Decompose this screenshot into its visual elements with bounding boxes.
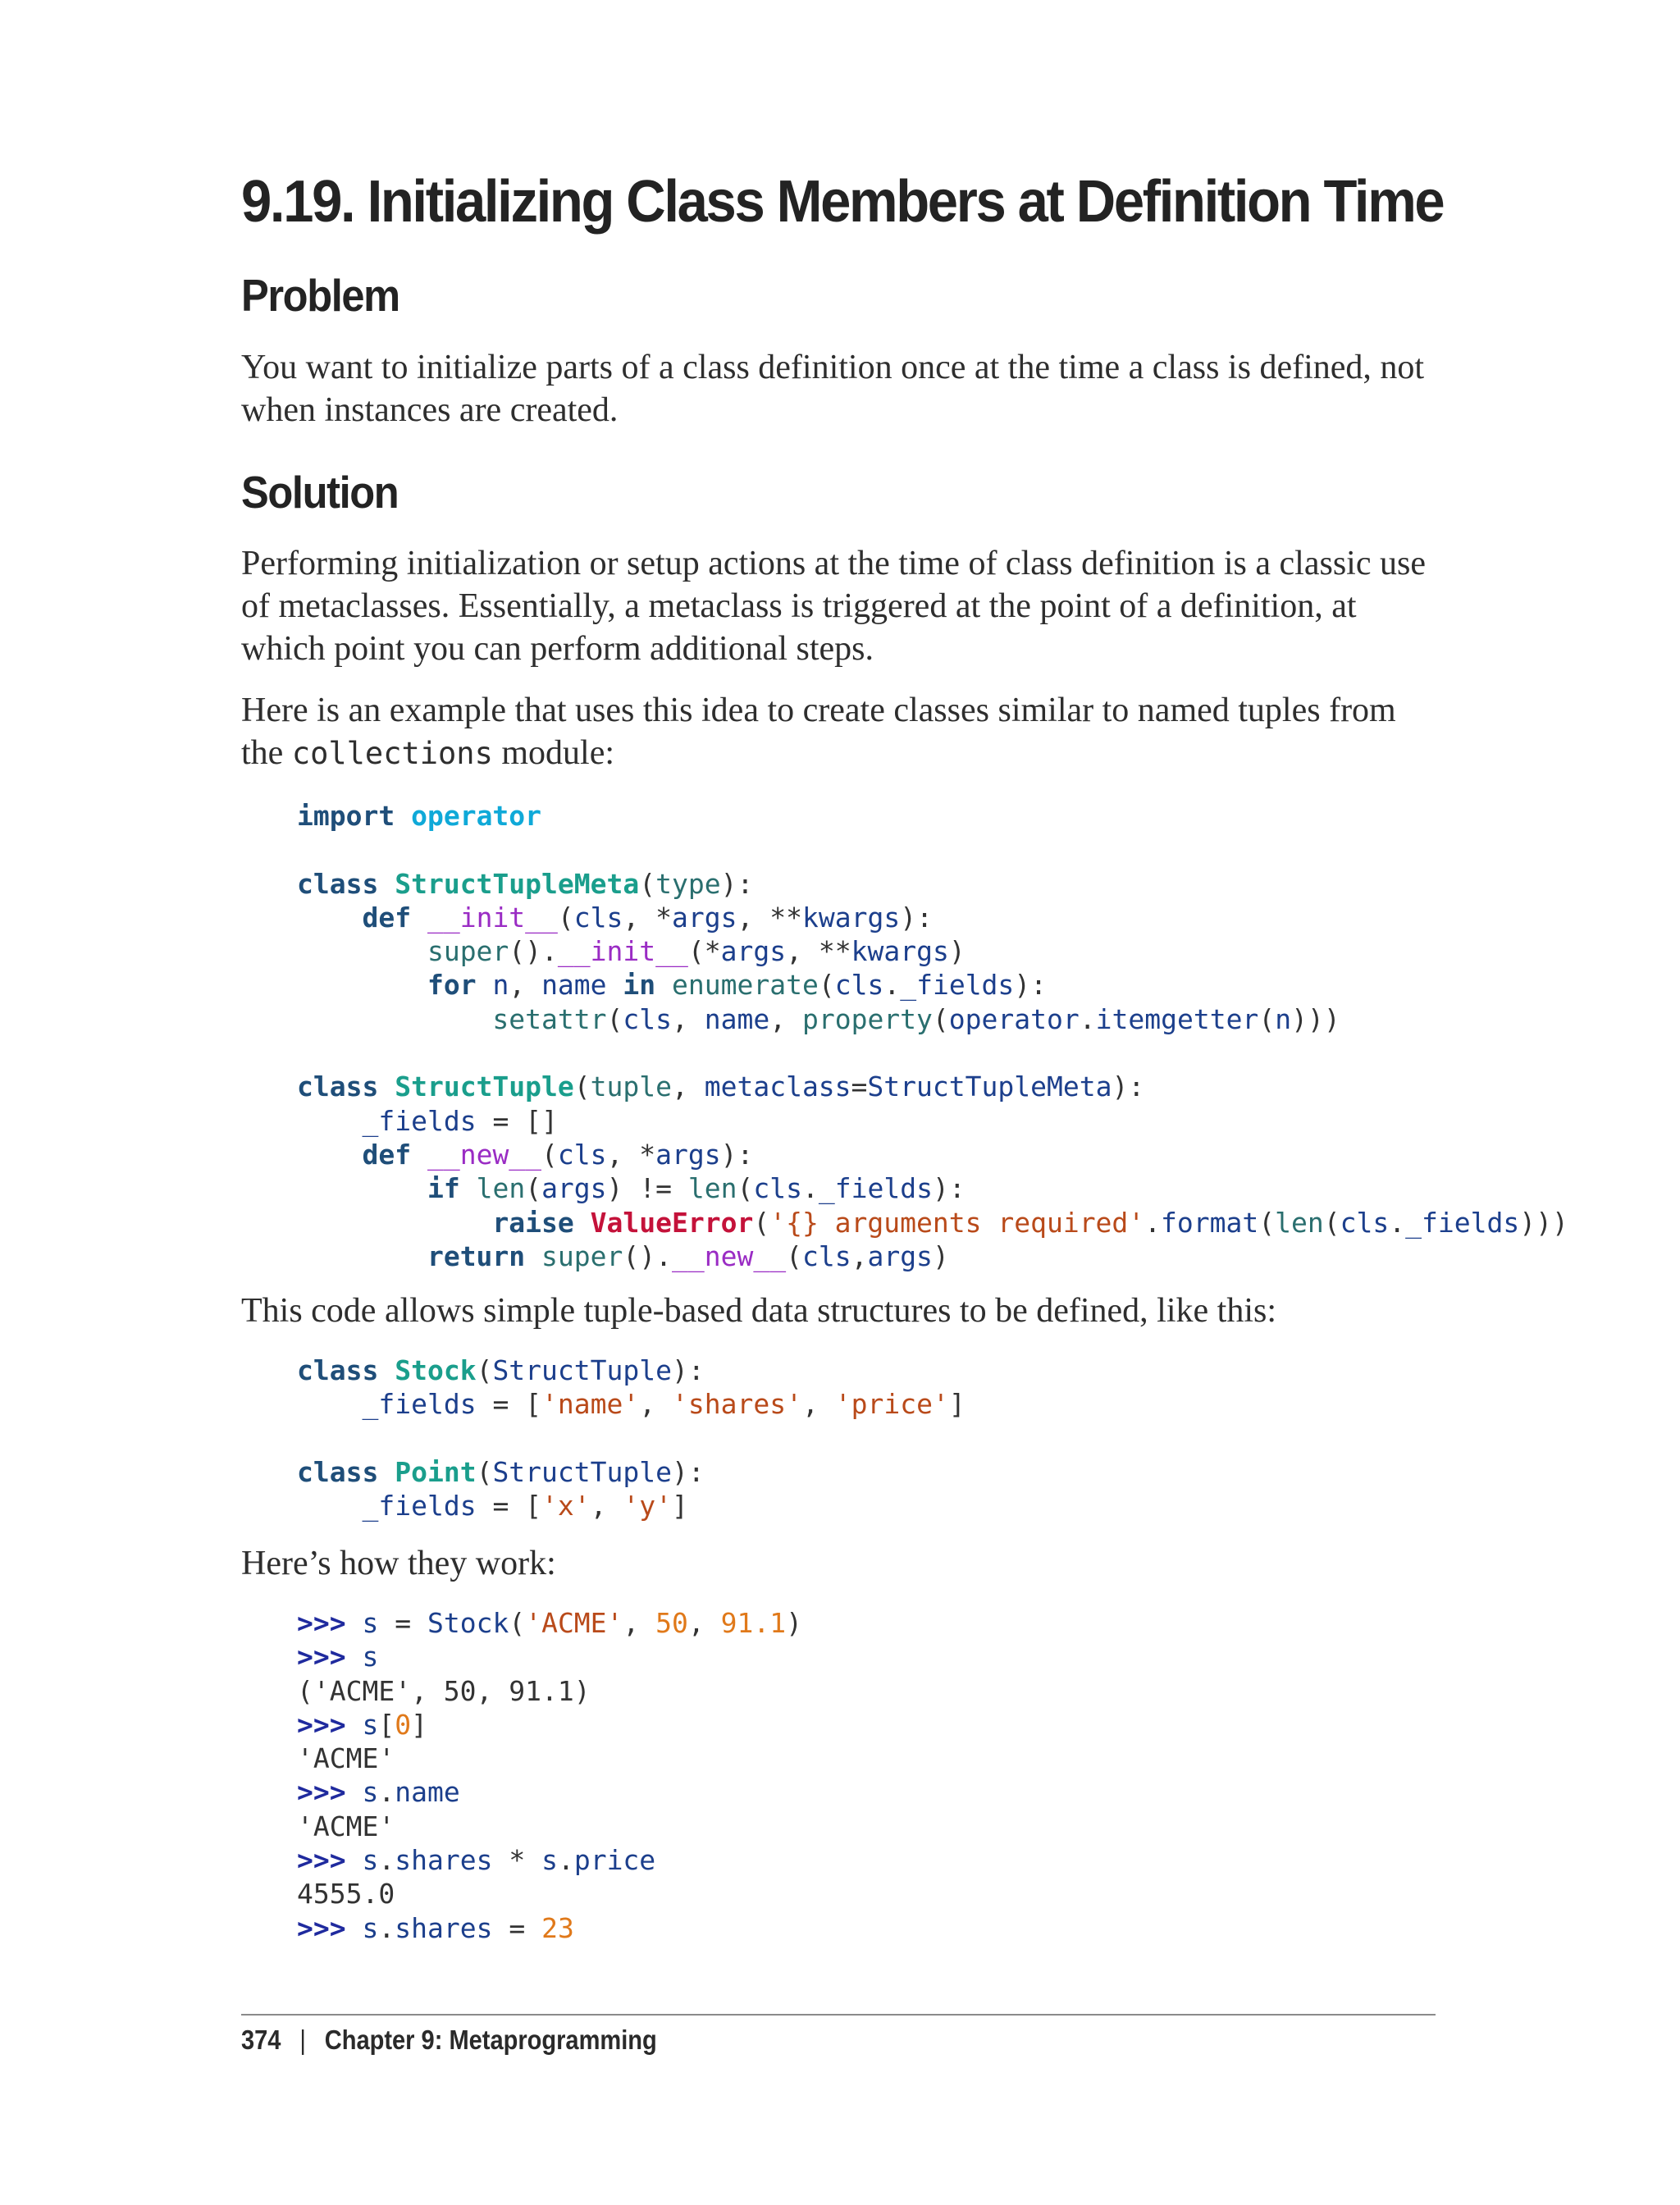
solution-paragraph-1: Performing initialization or setup actions at the time of class definition is a classic use of metaclasses. Essentially, a metaclass is triggered at the point of a definition, at which point you can perform additional steps.	[241, 545, 1426, 668]
code-line: def __init__(cls, *args, **kwargs):	[362, 901, 933, 934]
footer-rule	[241, 2014, 1436, 2016]
code-line: setattr(cls, name, property(operator.itemgetter(n)))	[492, 1002, 1340, 1035]
code-line: >>> s[0]	[297, 1708, 427, 1741]
section-title: 9.19. Initializing Class Members at Definition Time	[241, 169, 1444, 235]
code-line: 'ACME'	[297, 1810, 395, 1842]
code-line: def __new__(cls, *args):	[362, 1138, 754, 1171]
code-line: class Stock(StructTuple):	[297, 1354, 705, 1386]
code-line: class StructTuple(tuple, metaclass=StructTupleMeta):	[297, 1071, 1145, 1103]
paragraph-text: module:	[501, 734, 615, 772]
code-line: ('ACME', 50, 91.1)	[297, 1674, 591, 1707]
code-line: _fields = ['name', 'shares', 'price']	[362, 1388, 966, 1421]
code-line: super().__init__(*args, **kwargs)	[427, 935, 966, 968]
inline-code: collections	[291, 736, 493, 771]
solution-paragraph-3: This code allows simple tuple-based data structures to be defined, like this:	[241, 1292, 1277, 1330]
code-line: _fields = ['x', 'y']	[362, 1490, 688, 1522]
solution-paragraph-2	[241, 689, 1436, 775]
problem-heading: Problem	[241, 270, 399, 321]
code-line: raise ValueError('{} arguments required'.format(len(cls._fields)))	[492, 1206, 1568, 1239]
chapter-title: Chapter 9: Metaprogramming	[324, 2025, 657, 2055]
code-line: return super().__new__(cls,args)	[427, 1239, 949, 1272]
code-line: >>> s	[297, 1641, 379, 1673]
code-line: >>> s.shares = 23	[297, 1911, 574, 1944]
code-line: 4555.0	[297, 1878, 395, 1911]
code-block-struct-defs	[297, 1354, 966, 1522]
code-block-interactive	[297, 1606, 802, 1945]
code-line: class StructTupleMeta(type):	[297, 867, 754, 900]
solution-paragraph-4: Here’s how they work:	[241, 1545, 556, 1582]
code-line: class Point(StructTuple):	[297, 1455, 705, 1488]
page-footer	[241, 2025, 657, 2056]
code-line: _fields = []	[362, 1104, 558, 1137]
problem-text: You want to initialize parts of a class definition once at the time a class is defined, not when instances are created.	[241, 349, 1425, 429]
code-block-metaclass	[297, 799, 1568, 1273]
code-line: >>> s.shares * s.price	[297, 1844, 656, 1877]
code-line: for n, name in enumerate(cls._fields):	[427, 969, 1048, 1002]
code-line: if len(args) != len(cls._fields):	[427, 1172, 966, 1205]
code-line: import operator	[297, 800, 542, 832]
paragraph-text: Here is an example that uses this idea to create classes similar to named tuples from the	[241, 692, 1396, 772]
code-line: 'ACME'	[297, 1742, 395, 1775]
solution-heading: Solution	[241, 467, 399, 518]
code-line: >>> s.name	[297, 1776, 460, 1809]
page-number: 374	[241, 2025, 281, 2055]
code-line: >>> s = Stock('ACME', 50, 91.1)	[297, 1607, 803, 1639]
footer-separator: |	[299, 2025, 306, 2055]
